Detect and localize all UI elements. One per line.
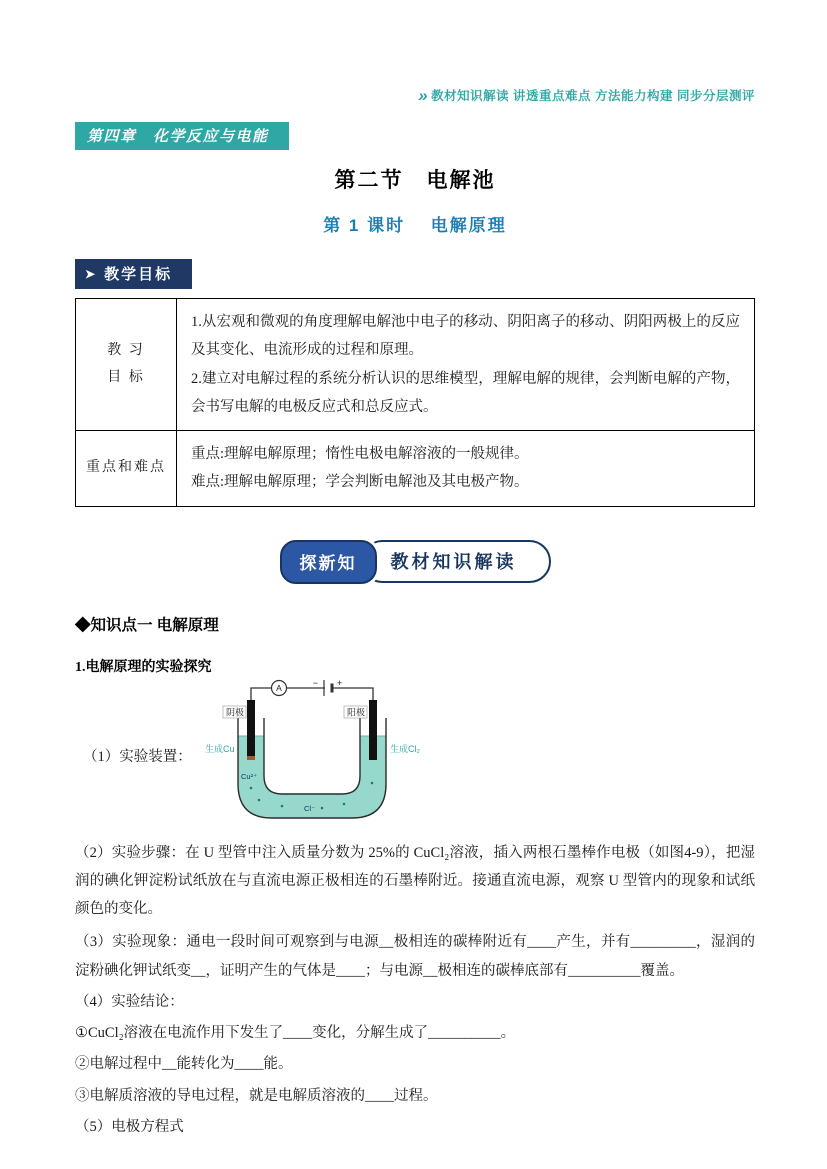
electrolysis-diagram	[204, 678, 444, 834]
row-content-cell	[177, 431, 755, 507]
right-product-label: 生成Cl₂	[389, 743, 420, 754]
experiment-steps: （2）实验步骤：在 U 型管中注入质量分数为 25%的 CuCl₂溶液，插入两根石墨棒作电极（如图4-9），把湿润的碘化钾淀粉试纸放在与直流电源正极相连的石墨棒附近。接通直流电源，观察 U 型管内的现象和试纸颜色的变化。	[75, 844, 755, 918]
copper-ion-label: Cu²⁺	[240, 771, 257, 781]
teaching-goal-badge	[75, 259, 192, 289]
row-label: 目 标	[107, 369, 145, 385]
battery-minus-label: −	[312, 677, 318, 688]
experiment-observation: （3）实验现象：通电一段时间可观察到与电源__极相连的碳棒附近有____产生，并有_________，湿润的淀粉碘化钾试纸变__，证明产生的气体是____；与电源__极相连的碳棒底部有__________覆盖。	[75, 934, 755, 979]
conclusion-item-1: ①CuCl₂溶液在电流作用下发生了____变化，分解生成了__________。	[75, 1025, 516, 1042]
copper-deposit	[247, 756, 255, 760]
chapter-banner: 第四章 化学反应与电能	[75, 122, 289, 150]
chloride-ion-label: Cl⁻	[303, 803, 315, 813]
badge-label: 教学目标	[104, 266, 173, 283]
anode-electrode	[369, 700, 377, 760]
explore-tab: 探新知	[280, 540, 377, 584]
cathode-label: 阴极	[225, 707, 244, 718]
explore-pill: 教材知识解读	[361, 540, 551, 583]
experiment-conclusion-heading: （4）实验结论：	[75, 993, 184, 1010]
battery-icon	[312, 678, 342, 696]
header-tagline	[75, 86, 755, 106]
row-label-cell	[76, 299, 177, 431]
double-chevron-icon: »	[418, 86, 429, 105]
goal-item: 1.从宏观和微观的角度理解电解池中电子的移动、阴阳离子的移动、阴阳两极上的反应及其变化、电流形成的过程和原理。	[191, 314, 740, 359]
section-title: 第二节 电解池	[334, 169, 496, 192]
goal-item: 难点:理解电解原理；学会判断电解池及其电极产物。	[191, 474, 529, 491]
row-label: 教 习	[107, 342, 145, 358]
row-label: 重点和难点	[86, 460, 166, 476]
table-row	[76, 299, 755, 431]
goal-item: 重点:理解电解原理；惰性电极电解溶液的一般规律。	[191, 446, 529, 463]
anode-label-box	[344, 706, 367, 718]
ammeter-label: A	[275, 682, 282, 693]
electrode-equation-heading: （5）电极方程式	[75, 1118, 184, 1135]
table-row	[76, 431, 755, 507]
sub-heading: 1.电解原理的实验探究	[75, 659, 212, 675]
apparatus-row	[75, 678, 755, 834]
row-label-cell	[76, 431, 177, 507]
knowledge-point-heading: ◆知识点一 电解原理	[75, 616, 219, 634]
anode-label: 阳极	[346, 707, 365, 718]
circuit-wire	[251, 688, 373, 704]
teaching-goal-table	[75, 298, 755, 507]
conclusion-item-3: ③电解质溶液的导电过程，就是电解质溶液的____过程。	[75, 1087, 438, 1104]
conclusion-item-2: ②电解过程中__能转化为____能。	[75, 1056, 293, 1073]
cathode-label-box	[223, 706, 246, 718]
cathode-electrode	[247, 700, 255, 760]
u-tube-inner-gap	[264, 736, 360, 794]
row-content-cell	[177, 299, 755, 431]
tagline-text: 教材知识解读 讲透重点难点 方法能力构建 同步分层测评	[431, 89, 755, 103]
chevron-icon: ➤	[85, 266, 98, 281]
ammeter-icon	[271, 680, 286, 695]
goal-item: 2.建立对电解过程的系统分析认识的思维模型，理解电解的规律，会判断电解的产物，会书写电解的电极反应式和总反应式。	[191, 370, 740, 415]
lesson-title: 第 1 课时 电解原理	[323, 216, 507, 235]
left-product-label: 生成Cu	[204, 743, 235, 754]
apparatus-label: （1）实验装置：	[83, 749, 192, 766]
battery-plus-label: +	[336, 677, 343, 688]
explore-section	[75, 540, 755, 584]
